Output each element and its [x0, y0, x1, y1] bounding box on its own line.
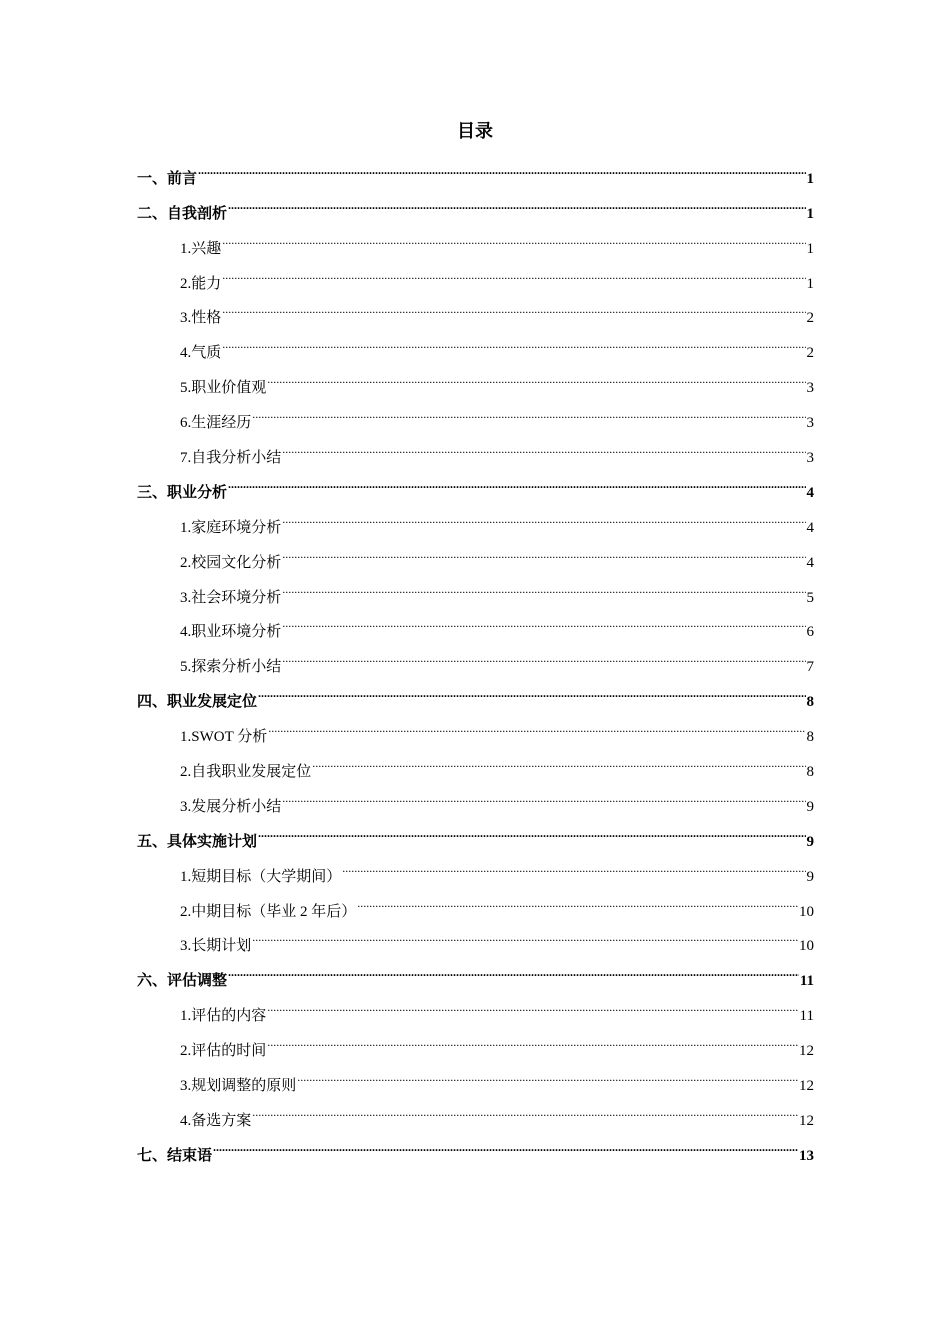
toc-page-number: 7 [806, 659, 814, 676]
toc-entry-label: 四、职业发展定位 [137, 694, 258, 711]
toc-entry-label: 1.评估的内容 [180, 1008, 267, 1025]
toc-page-number: 3 [806, 415, 814, 432]
toc-dot-leader [252, 916, 798, 951]
toc-page-number: 9 [806, 868, 814, 885]
toc-subsection-entry[interactable] [137, 322, 814, 362]
toc-dot-leader [252, 392, 805, 427]
toc-subsection-entry[interactable] [137, 985, 814, 1025]
toc-subsection-entry[interactable] [137, 253, 814, 292]
toc-dot-leader [252, 1090, 798, 1125]
toc-page-number: 12 [799, 1078, 814, 1095]
toc-page-number: 10 [799, 938, 814, 955]
toc-page-number: 2 [806, 310, 814, 327]
toc-entry-label: 1.短期目标（大学期间） [180, 868, 342, 885]
toc-page-number: 1 [806, 170, 814, 187]
toc-entry-label: 三、职业分析 [137, 484, 228, 501]
toc-dot-leader [213, 1125, 798, 1160]
table-of-contents [137, 148, 814, 1164]
toc-dot-leader [282, 636, 805, 671]
toc-subsection-entry[interactable] [137, 497, 814, 536]
toc-page-number: 2 [806, 345, 814, 362]
toc-page-number: 12 [799, 1043, 814, 1060]
toc-subsection-entry[interactable] [137, 357, 814, 397]
toc-entry-label: 二、自我剖析 [137, 205, 228, 222]
toc-dot-leader [282, 497, 805, 532]
toc-page-number: 1 [806, 240, 814, 257]
toc-page-number: 5 [806, 589, 814, 606]
toc-page-number: 8 [806, 694, 814, 711]
toc-page-number: 1 [806, 205, 814, 222]
toc-page-number: 8 [806, 729, 814, 746]
toc-dot-leader [222, 218, 805, 253]
toc-entry-label: 五、具体实施计划 [137, 833, 258, 850]
toc-section-entry[interactable] [137, 183, 814, 222]
toc-dot-leader [228, 183, 805, 218]
toc-entry-label: 5.职业价值观 [180, 380, 267, 397]
toc-entry-label: 2.校园文化分析 [180, 554, 282, 571]
toc-title: 目录 [457, 121, 493, 141]
toc-entry-label: 3.社会环境分析 [180, 589, 282, 606]
toc-dot-leader [357, 881, 798, 916]
toc-entry-label: 3.规划调整的原则 [180, 1078, 297, 1095]
toc-section-entry[interactable] [137, 950, 814, 990]
toc-entry-label: 一、前言 [137, 170, 198, 187]
toc-entry-label: 2.中期目标（毕业 2 年后） [180, 903, 357, 920]
toc-dot-leader [282, 567, 805, 602]
toc-dot-leader [267, 1020, 798, 1055]
toc-dot-leader [282, 532, 805, 567]
toc-dot-leader [282, 427, 805, 462]
toc-entry-label: 3.发展分析小结 [180, 798, 282, 815]
toc-entry-label: 4.气质 [180, 345, 222, 362]
toc-dot-leader [258, 671, 805, 706]
toc-section-entry[interactable] [137, 462, 814, 501]
toc-page-number: 11 [799, 1008, 814, 1025]
toc-entry-label: 5.探索分析小结 [180, 659, 282, 676]
toc-entry-label: 2.能力 [180, 275, 222, 292]
toc-dot-leader [228, 950, 799, 985]
toc-section-entry[interactable] [137, 148, 814, 187]
toc-dot-leader [312, 741, 805, 776]
toc-dot-leader [267, 985, 798, 1020]
toc-entry-label: 2.评估的时间 [180, 1043, 267, 1060]
toc-dot-leader [222, 322, 805, 357]
toc-entry-label: 1.SWOT 分析 [180, 729, 268, 746]
toc-page-number: 3 [806, 450, 814, 467]
toc-page-number: 10 [799, 903, 814, 920]
toc-subsection-entry[interactable] [137, 218, 814, 257]
toc-entry-label: 4.职业环境分析 [180, 624, 282, 641]
toc-dot-leader [268, 706, 805, 741]
toc-page-number: 11 [799, 973, 814, 990]
toc-page-number: 9 [806, 833, 814, 850]
toc-page-number: 12 [799, 1112, 814, 1129]
toc-dot-leader [228, 462, 805, 497]
toc-page-number: 9 [806, 798, 814, 815]
toc-page-number: 13 [799, 1147, 814, 1164]
toc-dot-leader [258, 811, 805, 846]
toc-dot-leader [297, 1055, 798, 1090]
toc-entry-label: 1.家庭环境分析 [180, 519, 282, 536]
toc-entry-label: 2.自我职业发展定位 [180, 764, 312, 781]
toc-dot-leader [342, 846, 805, 881]
toc-page-number: 4 [806, 484, 814, 501]
toc-entry-label: 3.性格 [180, 310, 222, 327]
toc-page-number: 1 [806, 275, 814, 292]
toc-entry-label: 4.备选方案 [180, 1112, 252, 1129]
toc-section-entry[interactable] [137, 1125, 814, 1164]
toc-subsection-entry[interactable] [137, 288, 814, 327]
toc-page-number: 6 [806, 624, 814, 641]
toc-dot-leader [198, 148, 805, 183]
toc-entry-label: 六、评估调整 [137, 973, 228, 990]
toc-entry-label: 6.生涯经历 [180, 415, 252, 432]
toc-entry-label: 1.兴趣 [180, 240, 222, 257]
toc-dot-leader [282, 776, 805, 811]
toc-dot-leader [222, 253, 805, 288]
toc-entry-label: 7.自我分析小结 [180, 450, 282, 467]
toc-page-number: 3 [806, 380, 814, 397]
toc-dot-leader [267, 357, 805, 392]
toc-page-number: 4 [806, 554, 814, 571]
toc-dot-leader [222, 288, 805, 323]
toc-entry-label: 3.长期计划 [180, 938, 252, 955]
toc-dot-leader [282, 602, 805, 637]
toc-entry-label: 七、结束语 [137, 1147, 213, 1164]
toc-page-number: 4 [806, 519, 814, 536]
toc-page-number: 8 [806, 764, 814, 781]
